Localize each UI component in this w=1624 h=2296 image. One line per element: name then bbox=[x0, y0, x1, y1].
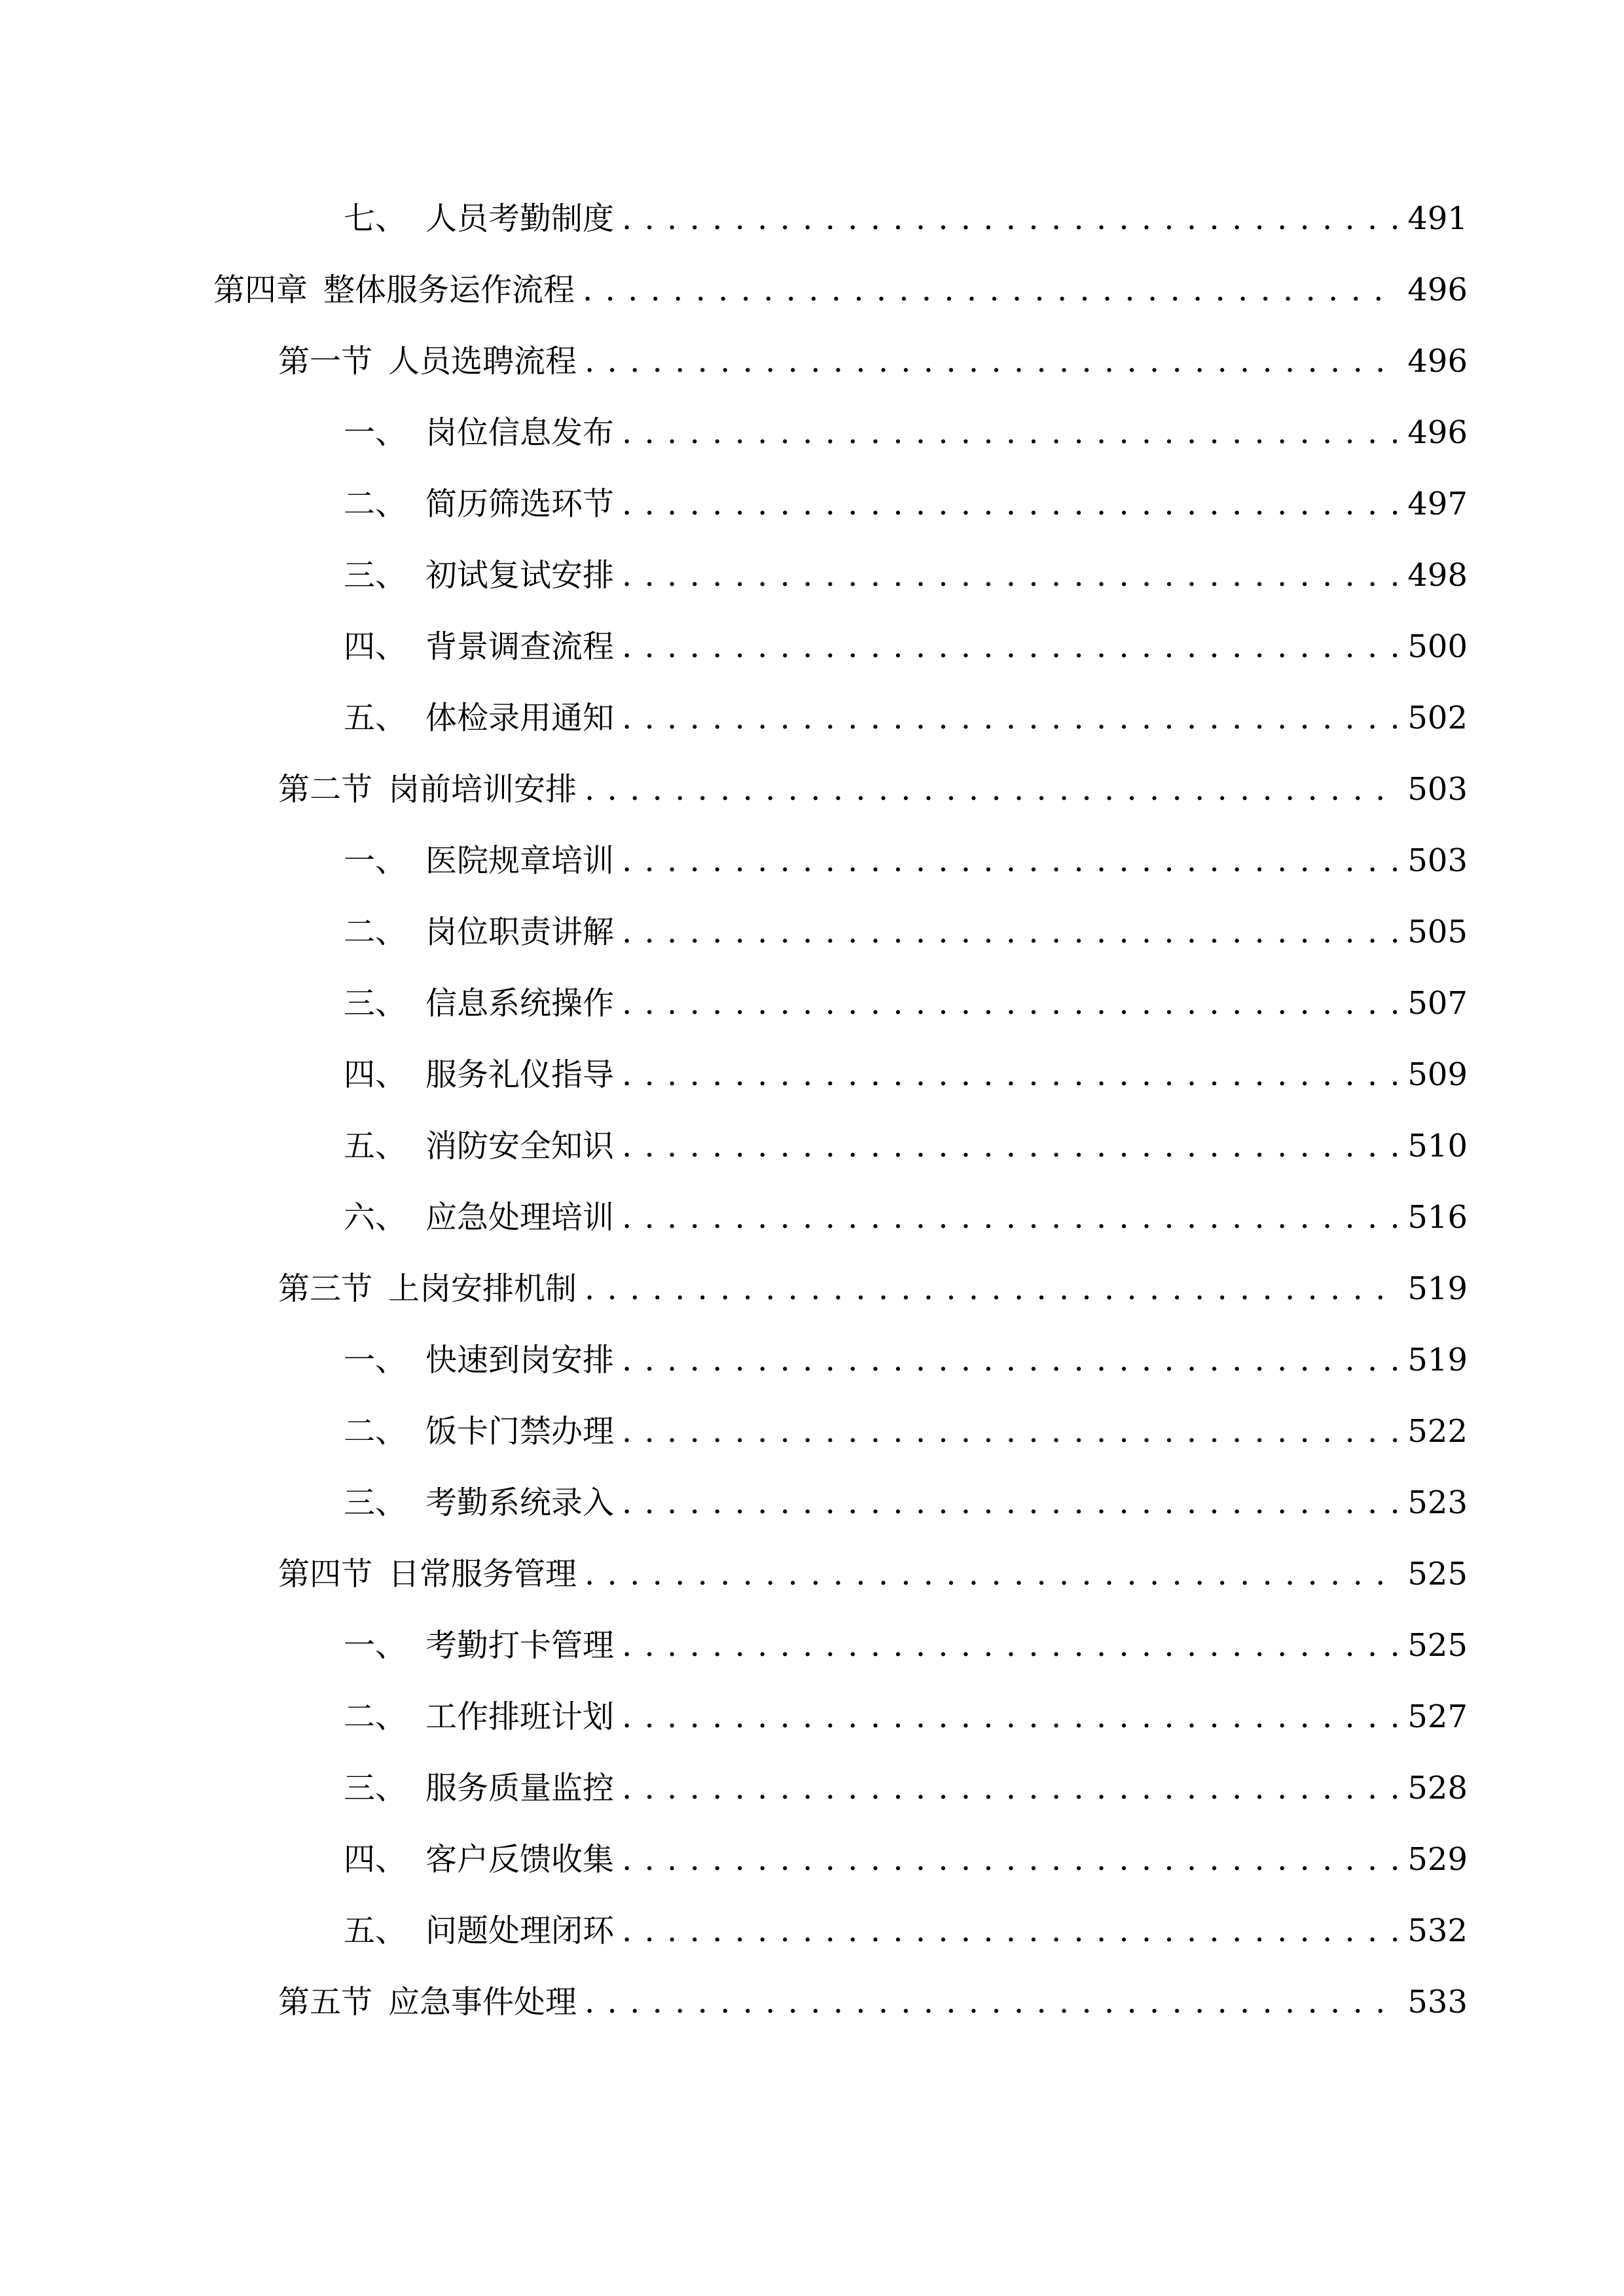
toc-entry-page: 519 bbox=[1407, 1342, 1468, 1378]
dot-leader bbox=[585, 1979, 1397, 2026]
toc-entry-title: 简历筛选环节 bbox=[425, 486, 615, 522]
toc-entry[interactable] bbox=[344, 694, 1468, 742]
toc-entry-page: 523 bbox=[1407, 1484, 1468, 1521]
toc-entry-number: 二、 bbox=[344, 914, 407, 950]
toc-entry-title: 问题处理闭环 bbox=[425, 1912, 615, 1949]
dot-leader bbox=[622, 480, 1397, 528]
toc-entry-page: 510 bbox=[1407, 1128, 1468, 1164]
toc-entry[interactable] bbox=[344, 837, 1468, 884]
toc-entry-title: 背景调查流程 bbox=[425, 628, 615, 665]
dot-leader bbox=[622, 1836, 1397, 1883]
toc-entry-number: 四、 bbox=[344, 628, 407, 665]
toc-entry-page: 503 bbox=[1407, 771, 1468, 808]
toc-entry-title: 服务质量监控 bbox=[425, 1770, 615, 1806]
toc-entry-title: 客户反馈收集 bbox=[425, 1841, 615, 1878]
dot-leader bbox=[622, 409, 1397, 456]
dot-leader bbox=[622, 1194, 1397, 1241]
toc-entry-title: 岗位职责讲解 bbox=[425, 914, 615, 950]
toc-entry-title: 应急事件处理 bbox=[388, 1984, 577, 2020]
toc-entry-title: 消防安全知识 bbox=[425, 1128, 615, 1164]
toc-entry-number: 一、 bbox=[344, 1342, 407, 1378]
toc-entry-number: 三、 bbox=[344, 1484, 407, 1521]
toc-entry-page: 509 bbox=[1407, 1056, 1468, 1093]
toc-entry-title: 饭卡门禁办理 bbox=[425, 1413, 615, 1450]
toc-entry-title: 应急处理培训 bbox=[425, 1199, 615, 1236]
toc-entry[interactable] bbox=[344, 480, 1468, 528]
dot-leader bbox=[622, 1479, 1397, 1526]
toc-entry-page: 522 bbox=[1407, 1413, 1468, 1450]
toc-entry-page: 533 bbox=[1407, 1984, 1468, 2020]
toc-entry-page: 502 bbox=[1407, 700, 1468, 736]
toc-entry-page: 496 bbox=[1407, 343, 1468, 380]
toc-entry-number: 二、 bbox=[344, 1413, 407, 1450]
toc-entry-title: 考勤系统录入 bbox=[425, 1484, 615, 1521]
toc-entry-page: 507 bbox=[1407, 985, 1468, 1022]
toc-entry-title: 快速到岗安排 bbox=[425, 1342, 615, 1378]
toc-entry-number: 第五节 bbox=[278, 1984, 373, 2020]
toc-entry[interactable] bbox=[344, 1907, 1468, 1954]
toc-entry-page: 491 bbox=[1407, 200, 1468, 237]
toc-entry-title: 考勤打卡管理 bbox=[425, 1627, 615, 1664]
toc-entry-page: 498 bbox=[1407, 557, 1468, 594]
toc-entry[interactable] bbox=[344, 1336, 1468, 1384]
toc-entry[interactable] bbox=[344, 1051, 1468, 1098]
toc-entry[interactable] bbox=[278, 1979, 1468, 2026]
toc-entry-number: 六、 bbox=[344, 1199, 407, 1236]
toc-entry-number: 三、 bbox=[344, 557, 407, 594]
toc-entry-number: 一、 bbox=[344, 414, 407, 451]
toc-entry-page: 516 bbox=[1407, 1199, 1468, 1236]
toc-entry[interactable] bbox=[278, 1551, 1468, 1598]
toc-entry[interactable] bbox=[278, 766, 1468, 813]
dot-leader bbox=[585, 766, 1397, 813]
dot-leader bbox=[622, 623, 1397, 670]
toc-entry-number: 五、 bbox=[344, 700, 407, 736]
toc-entry-page: 532 bbox=[1407, 1912, 1468, 1949]
toc-entry-title: 日常服务管理 bbox=[388, 1556, 577, 1592]
toc-entry-number: 七、 bbox=[344, 200, 407, 237]
dot-leader bbox=[585, 338, 1397, 385]
toc-entry-title: 工作排班计划 bbox=[425, 1698, 615, 1735]
dot-leader bbox=[622, 1336, 1397, 1384]
toc-entry-title: 服务礼仪指导 bbox=[425, 1056, 615, 1093]
toc-entry-page: 528 bbox=[1407, 1770, 1468, 1806]
toc-entry-number: 四、 bbox=[344, 1841, 407, 1878]
toc-entry-number: 第二节 bbox=[278, 771, 373, 808]
dot-leader bbox=[585, 1265, 1397, 1312]
dot-leader bbox=[585, 1551, 1397, 1598]
toc-entry-number: 三、 bbox=[344, 985, 407, 1022]
toc-entry-number: 五、 bbox=[344, 1128, 407, 1164]
toc-entry-number: 第一节 bbox=[278, 343, 373, 380]
toc-entry-page: 527 bbox=[1407, 1698, 1468, 1735]
toc-entry-page: 525 bbox=[1407, 1627, 1468, 1664]
dot-leader bbox=[622, 1622, 1397, 1669]
toc-entry-number: 一、 bbox=[344, 1627, 407, 1664]
dot-leader bbox=[622, 1907, 1397, 1954]
dot-leader bbox=[622, 908, 1397, 956]
toc-entry[interactable] bbox=[344, 1836, 1468, 1883]
dot-leader bbox=[622, 837, 1397, 884]
toc-entry-page: 503 bbox=[1407, 842, 1468, 879]
toc-entry-page: 496 bbox=[1407, 272, 1468, 308]
toc-entry-number: 三、 bbox=[344, 1770, 407, 1806]
dot-leader bbox=[583, 266, 1397, 314]
toc-entry[interactable] bbox=[344, 1479, 1468, 1526]
toc-entry[interactable] bbox=[344, 980, 1468, 1027]
dot-leader bbox=[622, 195, 1397, 242]
toc-entry-title: 岗位信息发布 bbox=[425, 414, 615, 451]
dot-leader bbox=[622, 1051, 1397, 1098]
dot-leader bbox=[622, 552, 1397, 599]
toc-entry-number: 第三节 bbox=[278, 1270, 373, 1307]
toc-entry-title: 整体服务运作流程 bbox=[323, 272, 575, 308]
dot-leader bbox=[622, 1765, 1397, 1812]
toc-entry-number: 一、 bbox=[344, 842, 407, 879]
toc-entry-title: 体检录用通知 bbox=[425, 700, 615, 736]
toc-entry[interactable] bbox=[344, 1408, 1468, 1455]
toc-entry[interactable] bbox=[344, 195, 1468, 242]
toc-entry-number: 四、 bbox=[344, 1056, 407, 1093]
toc-entry-number: 五、 bbox=[344, 1912, 407, 1949]
toc-entry[interactable] bbox=[344, 552, 1468, 599]
toc-entry-page: 497 bbox=[1407, 486, 1468, 522]
toc-entry-number: 二、 bbox=[344, 1698, 407, 1735]
toc-entry[interactable] bbox=[344, 1693, 1468, 1740]
toc-entry[interactable] bbox=[344, 1622, 1468, 1669]
dot-leader bbox=[622, 1408, 1397, 1455]
toc-entry-title: 医院规章培训 bbox=[425, 842, 615, 879]
toc-entry[interactable] bbox=[344, 1765, 1468, 1812]
dot-leader bbox=[622, 1122, 1397, 1170]
toc-entry-page: 496 bbox=[1407, 414, 1468, 451]
toc-entry[interactable] bbox=[278, 338, 1468, 385]
dot-leader bbox=[622, 980, 1397, 1027]
toc-entry-title: 信息系统操作 bbox=[425, 985, 615, 1022]
toc-entry-page: 525 bbox=[1407, 1556, 1468, 1592]
toc-entry[interactable] bbox=[344, 908, 1468, 956]
toc-entry-title: 人员考勤制度 bbox=[425, 200, 615, 237]
toc-entry-page: 500 bbox=[1407, 628, 1468, 665]
toc-entry[interactable] bbox=[213, 266, 1468, 314]
toc-entry-page: 505 bbox=[1407, 914, 1468, 950]
toc-entry-page: 519 bbox=[1407, 1270, 1468, 1307]
toc-entry-number: 二、 bbox=[344, 486, 407, 522]
toc-entry-title: 上岗安排机制 bbox=[388, 1270, 577, 1307]
dot-leader bbox=[622, 1693, 1397, 1740]
toc-entry-title: 初试复试安排 bbox=[425, 557, 615, 594]
toc-entry-number: 第四章 bbox=[213, 272, 308, 308]
toc-entry-title: 人员选聘流程 bbox=[388, 343, 577, 380]
toc-entry-title: 岗前培训安排 bbox=[388, 771, 577, 808]
toc-entry[interactable] bbox=[344, 1194, 1468, 1241]
toc-entry[interactable] bbox=[344, 623, 1468, 670]
toc-entry[interactable] bbox=[344, 409, 1468, 456]
dot-leader bbox=[622, 694, 1397, 742]
toc-entry-number: 第四节 bbox=[278, 1556, 373, 1592]
toc-entry[interactable] bbox=[344, 1122, 1468, 1170]
toc-entry-page: 529 bbox=[1407, 1841, 1468, 1878]
toc-entry[interactable] bbox=[278, 1265, 1468, 1312]
